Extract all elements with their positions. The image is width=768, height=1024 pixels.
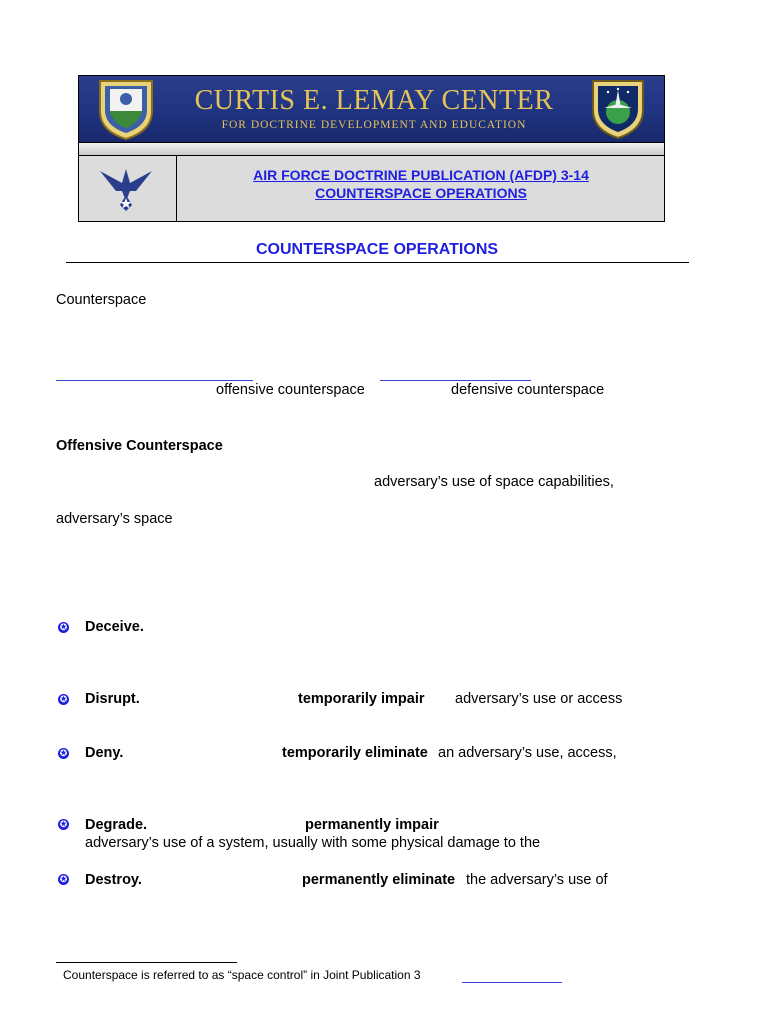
bullet-term: Degrade. bbox=[85, 817, 148, 833]
bullet-key-phrase: temporarily eliminate bbox=[282, 745, 428, 761]
bullet-term: Destroy. bbox=[85, 872, 142, 888]
bullet-term: Deny. bbox=[85, 745, 124, 761]
document-header bbox=[78, 75, 665, 222]
intro-term: Counterspace bbox=[56, 292, 147, 308]
bullet-term: Disrupt. bbox=[85, 691, 140, 707]
lemay-center-seal-icon bbox=[590, 78, 646, 140]
air-university-seal-icon bbox=[96, 77, 156, 141]
air-force-symbol-icon bbox=[96, 161, 156, 217]
bullet-text: an adversary’s use, access, bbox=[438, 745, 617, 761]
link-underline[interactable] bbox=[380, 380, 531, 381]
bullet-text: the adversary’s use of bbox=[466, 872, 608, 888]
link-underline[interactable] bbox=[56, 380, 253, 381]
body-text: adversary’s use of space capabilities, bbox=[374, 474, 614, 490]
defensive-counterspace-term: defensive counterspace bbox=[451, 382, 605, 398]
bullet-icon: ✪ bbox=[59, 622, 68, 632]
bullet-icon: ✪ bbox=[59, 874, 68, 884]
footnote-text: Counterspace is referred to as “space control” in Joint Publication 3 bbox=[63, 968, 421, 982]
bullet-icon: ✪ bbox=[59, 819, 68, 829]
section-heading: Offensive Counterspace bbox=[56, 438, 223, 454]
document-title: COUNTERSPACE OPERATIONS bbox=[255, 241, 499, 258]
bullet-icon: ✪ bbox=[59, 748, 68, 758]
footnote-link-underline[interactable] bbox=[462, 982, 562, 983]
bullet-icon: ✪ bbox=[59, 694, 68, 704]
publication-title-link[interactable]: AIR FORCE DOCTRINE PUBLICATION (AFDP) 3-14 bbox=[253, 167, 589, 183]
banner-subtitle: FOR DOCTRINE DEVELOPMENT AND EDUCATION bbox=[221, 119, 527, 131]
banner-title: CURTIS E. LEMAY CENTER bbox=[194, 85, 554, 116]
body-text: adversary’s space bbox=[56, 511, 173, 527]
bullet-text: adversary’s use of a system, usually with some physical damage to the bbox=[85, 835, 541, 851]
bullet-text: adversary’s use or access bbox=[455, 691, 623, 707]
header-divider-stripe bbox=[78, 143, 665, 155]
title-rule bbox=[66, 262, 689, 263]
bullet-key-phrase: permanently eliminate bbox=[302, 872, 456, 888]
bullet-term: Deceive. bbox=[85, 619, 144, 635]
offensive-counterspace-term: offensive counterspace bbox=[216, 382, 365, 398]
bullet-key-phrase: permanently impair bbox=[305, 817, 439, 833]
bullet-key-phrase: temporarily impair bbox=[298, 691, 425, 707]
footnote-rule bbox=[56, 962, 237, 963]
publication-subtitle-link[interactable]: COUNTERSPACE OPERATIONS bbox=[315, 185, 527, 201]
